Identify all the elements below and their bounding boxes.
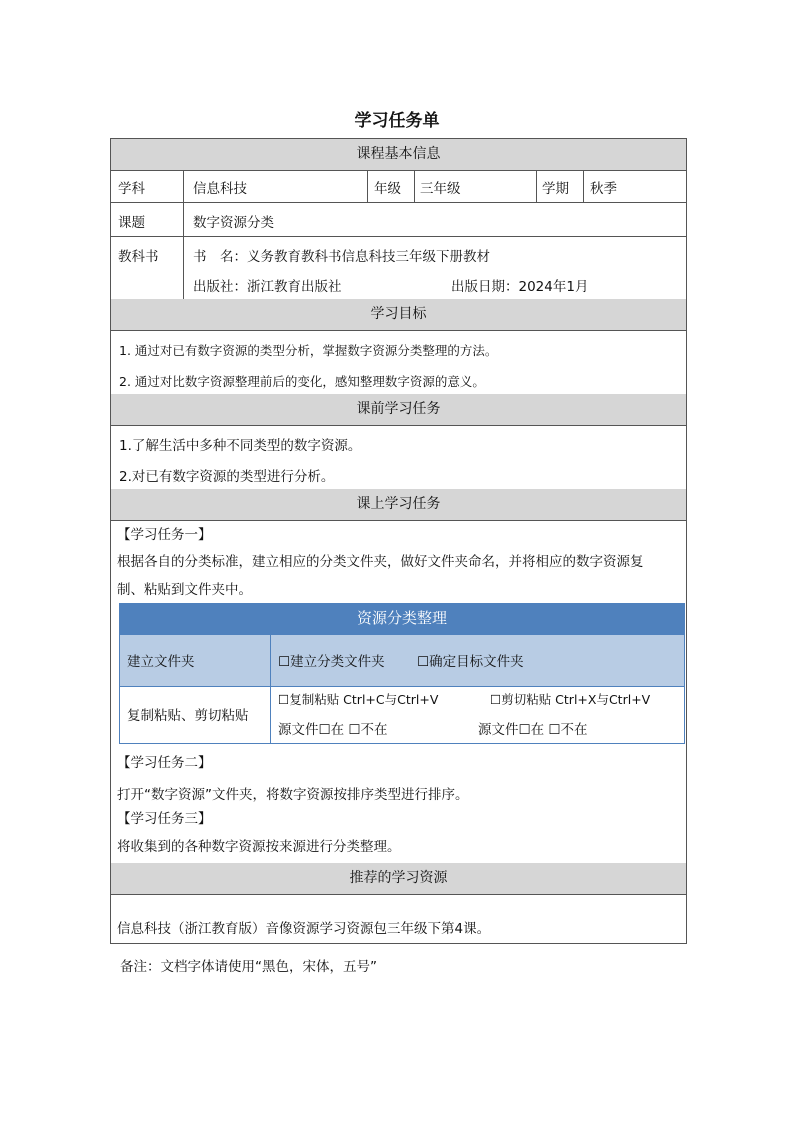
grade-label: 年级	[374, 181, 401, 197]
cut-source-file-options[interactable]: 源文件☐在 ☐不在	[478, 722, 588, 738]
copy-paste-option[interactable]: ☐复制粘贴 Ctrl+C与Ctrl+V	[278, 692, 439, 707]
subject-value: 信息科技	[193, 181, 247, 197]
book-name: 书 名：义务教育教科书信息科技三年级下册教材	[193, 249, 490, 265]
task1-text: 根据各自的分类标准，建立相应的分类文件夹，做好文件夹命名，并将相应的数字资源复	[117, 554, 644, 570]
page-title: 学习任务单	[354, 111, 440, 131]
subject-label: 学科	[118, 181, 145, 197]
textbook-label: 教科书	[118, 249, 159, 265]
resource-sort-table-header: 资源分类整理	[120, 604, 684, 634]
resource-sort-table	[119, 603, 685, 744]
task2-heading: 【学习任务二】	[117, 755, 212, 771]
publish-date: 出版日期：2024年1月	[451, 279, 589, 295]
section-header-objectives: 学习目标	[111, 299, 686, 330]
create-folder-label: 建立文件夹	[127, 654, 195, 670]
term-value: 秋季	[590, 181, 617, 197]
task-sheet-table	[110, 138, 687, 944]
section-header-in-class: 课上学习任务	[111, 489, 686, 520]
section-header-basic-info: 课程基本信息	[111, 139, 686, 170]
footer-note: 备注：文档字体请使用“黑色，宋体，五号”	[120, 959, 377, 975]
copy-source-file-options[interactable]: 源文件☐在 ☐不在	[278, 722, 388, 738]
copy-cut-paste-label: 复制粘贴、剪切粘贴	[127, 708, 249, 724]
task2-text: 打开“数字资源”文件夹，将数字资源按排序类型进行排序。	[117, 787, 469, 803]
term-label: 学期	[542, 181, 569, 197]
confirm-target-folder-option[interactable]: ☐确定目标文件夹	[417, 654, 524, 670]
task1-text: 制、粘贴到文件夹中。	[117, 582, 252, 598]
objective-item: 2. 通过对比数字资源整理前后的变化，感知整理数字资源的意义。	[119, 374, 485, 389]
task1-heading: 【学习任务一】	[117, 527, 212, 543]
cut-paste-option[interactable]: ☐剪切粘贴 Ctrl+X与Ctrl+V	[490, 692, 651, 707]
topic-value: 数字资源分类	[193, 215, 274, 231]
objective-item: 1. 通过对已有数字资源的类型分析，掌握数字资源分类整理的方法。	[119, 343, 498, 358]
recommended-resource-text: 信息科技（浙江教育版）音像资源学习资源包三年级下第4课。	[117, 921, 491, 937]
create-category-folder-option[interactable]: ☐建立分类文件夹	[278, 654, 385, 670]
task3-heading: 【学习任务三】	[117, 811, 212, 827]
publisher: 出版社：浙江教育出版社	[193, 279, 342, 295]
pre-class-task: 1.了解生活中多种不同类型的数字资源。	[119, 438, 362, 454]
topic-label: 课题	[118, 215, 145, 231]
grade-value: 三年级	[420, 181, 461, 197]
section-header-resources: 推荐的学习资源	[111, 863, 686, 894]
section-header-pre-class: 课前学习任务	[111, 394, 686, 425]
task3-text: 将收集到的各种数字资源按来源进行分类整理。	[117, 839, 401, 855]
pre-class-task: 2.对已有数字资源的类型进行分析。	[119, 469, 335, 485]
